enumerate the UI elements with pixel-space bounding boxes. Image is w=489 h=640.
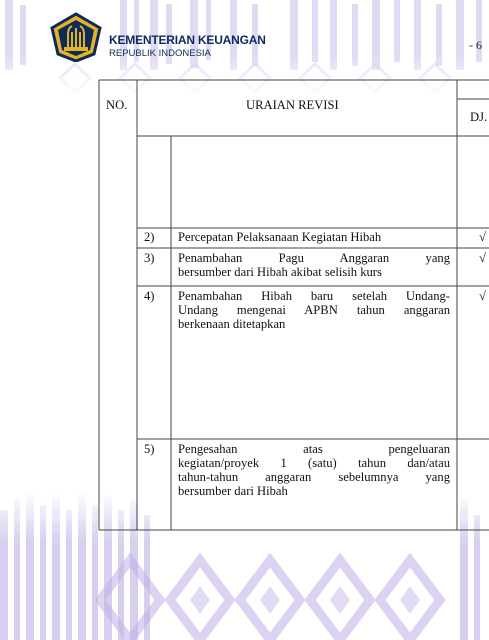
- page-number: - 6: [469, 38, 482, 52]
- ministry-name: KEMENTERIAN KEUANGAN: [109, 33, 266, 47]
- row-description-line: kegiatan/proyek 1 (satu) tahun dan/atau: [178, 456, 450, 470]
- row-number: 2): [144, 230, 155, 244]
- row-description-line: berkenaan ditetapkan: [178, 317, 286, 331]
- row-description-line: Penambahan Pagu Anggaran yang: [178, 251, 450, 265]
- checkmark: √: [479, 289, 486, 303]
- ministry-logo-icon: [50, 12, 102, 62]
- row-number: 4): [144, 289, 155, 303]
- row-description-line: Penambahan Hibah baru setelah Undang-: [178, 289, 450, 303]
- checkmark: √: [479, 251, 486, 265]
- republic-name: REPUBLIK INDONESIA: [109, 48, 211, 59]
- row-description-line: bersumber dari Hibah akibat selisih kurs: [178, 265, 382, 279]
- row-description-line: Undang mengenai APBN tahun anggaran: [178, 303, 450, 317]
- row-description-line: Pengesahan atas pengeluaran: [178, 442, 450, 456]
- row-description-line: bersumber dari Hibah: [178, 484, 288, 498]
- column-header-uraian: URAIAN REVISI: [246, 98, 339, 112]
- row-number: 5): [144, 442, 155, 456]
- row-description-line: tahun-tahun anggaran sebelumnya yang: [178, 470, 450, 484]
- row-number: 3): [144, 251, 155, 265]
- row-description: Percepatan Pelaksanaan Kegiatan Hibah: [178, 230, 382, 244]
- checkmark: √: [479, 230, 486, 244]
- column-header-no: NO.: [106, 98, 128, 112]
- column-header-dj: DJ.: [470, 110, 488, 124]
- footer-batik-pattern: [0, 490, 489, 640]
- letterhead: [50, 12, 489, 66]
